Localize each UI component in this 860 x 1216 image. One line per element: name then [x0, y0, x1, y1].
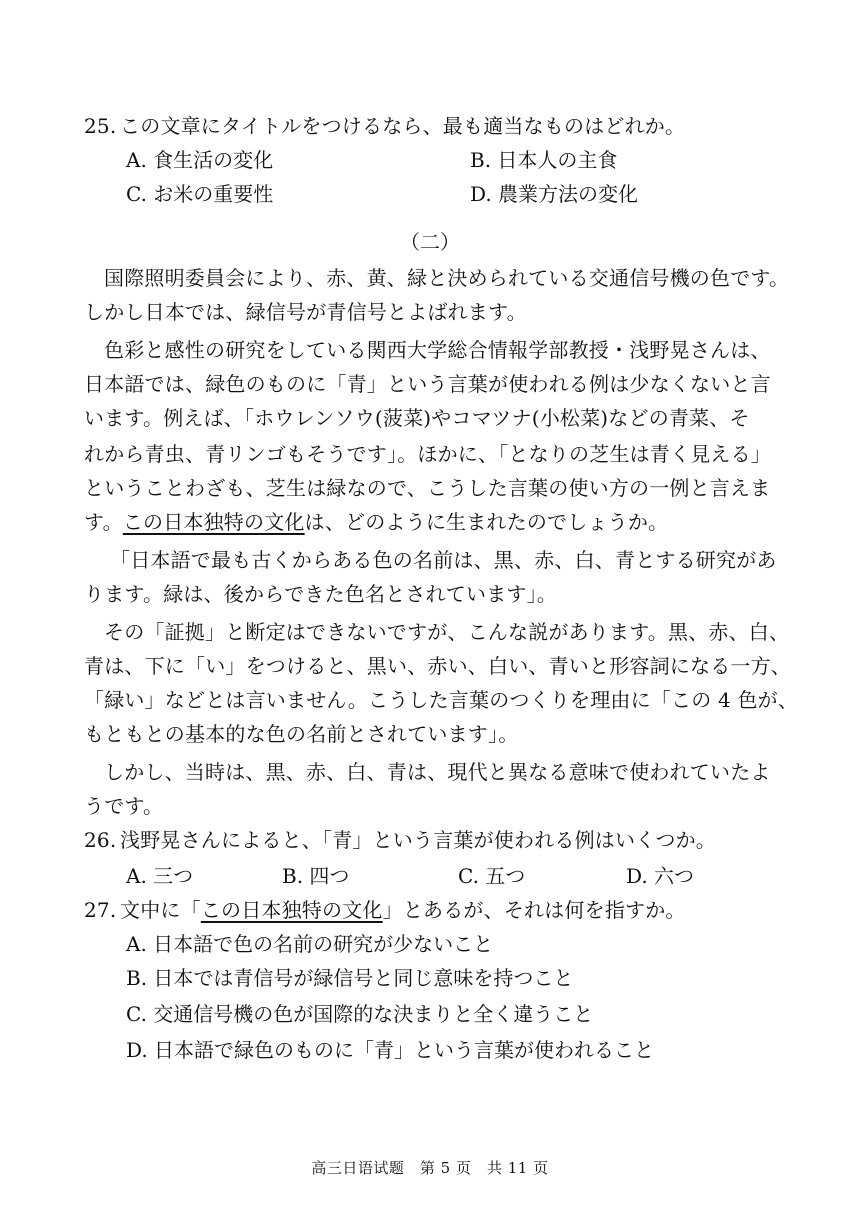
passage-line: その「証拠」と断定はできないですが、こんな説があります。黒、赤、白、 — [104, 620, 790, 644]
question-number: 27. — [84, 898, 117, 922]
passage-line: います。例えば、「ホウレンソウ(菠菜)やコマツナ(小松菜)などの青菜、そ — [84, 406, 750, 430]
question-text: この文章にタイトルをつけるなら、最も適当なものはどれか。 — [120, 114, 686, 138]
question-text: 文中に「 — [120, 898, 201, 922]
passage-line: しかし日本では、緑信号が青信号とよばれます。 — [84, 300, 527, 324]
option-25-c: C. お米の重要性 — [126, 182, 274, 206]
question-27 — [84, 896, 784, 924]
passage-line: ということわざも、芝生は緑なので、こうした言葉の使い方の一例と言えま — [84, 476, 771, 500]
option-26-a: A. 三つ — [126, 864, 194, 888]
page-footer: 高三日语试题 第 5 页 共 11 页 — [311, 1159, 549, 1177]
passage-line: 「緑い」などとは言いません。こうした言葉のつくりを理由に「この 4 色が、 — [84, 688, 799, 712]
passage-text: す。 — [84, 510, 123, 534]
option-27-d: D. 日本語で緑色のものに「青」という言葉が使われること — [126, 1038, 655, 1062]
question-text: 浅野晃さんによると、「青」という言葉が使われる例はいくつか。 — [120, 828, 716, 852]
option-25-b: B. 日本人の主食 — [470, 148, 618, 172]
passage-line: もともとの基本的な色の名前とされています」。 — [84, 722, 519, 746]
question-text: 」とあるが、それは何を指すか。 — [382, 898, 686, 922]
option-27-a: A. 日本語で色の名前の研究が少ないこと — [126, 932, 494, 956]
passage-line: 「日本語で最も古くからある色の名前は、黒、赤、白、青とする研究があ — [110, 548, 777, 572]
option-26-b: B. 四つ — [282, 864, 350, 888]
question-26 — [84, 826, 784, 854]
passage-text: は、どのように生まれたのでしょうか。 — [304, 510, 669, 534]
passage-line: 日本語では、緑色のものに「青」という言葉が使われる例は少なくないと言 — [84, 372, 771, 396]
question-25 — [84, 112, 784, 140]
passage-line: れから青虫、青リンゴもそうです」。ほかに、「となりの芝生は青く見える」 — [84, 442, 771, 466]
underlined-phrase: この日本独特の文化 — [122, 510, 305, 534]
passage-line: しかし、当時は、黒、赤、白、青は、現代と異なる意味で使われていたよ — [104, 760, 771, 784]
question-number: 25. — [84, 114, 117, 138]
passage-line: 色彩と感性の研究をしている関西大学総合情報学部教授・浅野晃さんは、 — [104, 338, 771, 362]
option-26-d: D. 六つ — [626, 864, 695, 888]
passage-line: うです。 — [84, 794, 164, 818]
option-27-b: B. 日本では青信号が緑信号と同じ意味を持つこと — [126, 966, 574, 990]
question-number: 26. — [84, 828, 117, 852]
option-26-c: C. 五つ — [458, 864, 526, 888]
option-25-d: D. 農業方法の変化 — [470, 182, 639, 206]
passage-line: 国際照明委員会により、赤、黄、緑と決められている交通信号機の色です。 — [104, 266, 790, 290]
option-27-c: C. 交通信号機の色が国際的な決まりと全く違うこと — [126, 1002, 594, 1026]
passage-line: ります。緑は、後からできた色名とされています」。 — [84, 582, 557, 606]
option-25-a: A. 食生活の変化 — [126, 148, 274, 172]
passage-line: 青は、下に「い」をつけると、黒い、赤い、白い、青いと形容詞になる一方、 — [84, 654, 791, 678]
passage-line — [84, 508, 784, 536]
section-title: （二） — [400, 230, 460, 254]
underlined-phrase: この日本独特の文化 — [200, 898, 383, 922]
